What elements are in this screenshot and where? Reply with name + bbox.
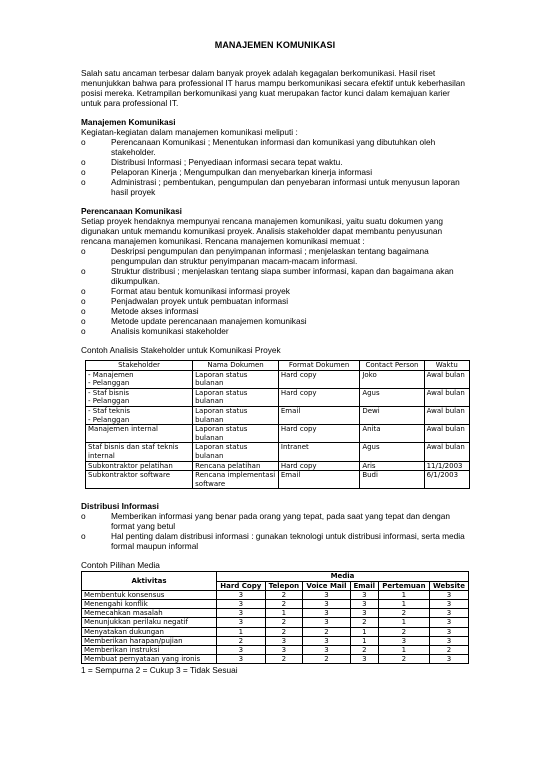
table-cell: Laporan status bulanan (193, 406, 279, 424)
rating-cell: 3 (429, 590, 468, 599)
rating-cell: 3 (217, 590, 266, 599)
rating-cell: 3 (217, 655, 266, 664)
rating-cell: 1 (217, 627, 266, 636)
intro-paragraph: Salah satu ancaman terbesar dalam banyak proyek adalah kegagalan berkomunikasi. Hasil riset menunjukkan bahwa para professional IT harus mampu berkomunikasi secara efektif untuk keberhasilan posisi mereka. Ketrampilan berkomunikasi yang kuat merupakan factor kunci dalam kemajuan karier untuk para professional IT. (81, 68, 466, 108)
rating-legend: 1 = Sempurna 2 = Cukup 3 = Tidak Sesuai (81, 665, 238, 676)
rating-cell: 2 (378, 655, 429, 664)
media-table (81, 571, 469, 664)
bullet-marker: o (81, 157, 86, 167)
media-table-caption: Contoh Pilihan Media (81, 560, 160, 571)
rating-cell: 1 (378, 618, 429, 627)
document-title: MANAJEMEN KOMUNIKASI (214, 40, 336, 50)
table-cell: Aris (360, 461, 424, 471)
list-item-text: Hal penting dalam distribusi informasi : gunakan teknologi untuk distribusi informasi, serta media formal maupun informal (111, 531, 465, 552)
rating-cell: 2 (265, 618, 303, 627)
rating-cell: 3 (265, 636, 303, 645)
column-header: Stakeholder (86, 361, 193, 371)
column-header: Contact Person (360, 361, 424, 371)
bullet-marker: o (81, 316, 86, 326)
list-item (81, 266, 471, 286)
rating-cell: 3 (350, 609, 378, 618)
table-cell: Hard copy (278, 461, 359, 471)
rating-cell: 3 (303, 599, 351, 608)
table-cell: Email (278, 406, 359, 424)
section-heading-perencanaan: Perencanaan Komunikasi (81, 206, 182, 216)
list-item-text: Distribusi Informasi ; Penyediaan informasi secara tepat waktu. (111, 157, 343, 167)
list-item (81, 511, 471, 531)
table-cell: Manajemen internal (86, 425, 193, 443)
table-row (86, 370, 470, 388)
activity-cell: Memberikan instruksi (82, 645, 217, 654)
stakeholder-table-caption: Contoh Analisis Stakeholder untuk Komunikasi Proyek (81, 345, 281, 355)
list-item-text: Metode akses informasi (111, 306, 199, 316)
list-item (81, 316, 471, 326)
rating-cell: 3 (429, 655, 468, 664)
table-cell: Agus (360, 388, 424, 406)
table-cell: Awal bulan (424, 443, 469, 461)
column-header: Pertemuan (378, 581, 429, 590)
rating-cell: 3 (265, 645, 303, 654)
table-row (86, 425, 470, 443)
table-row (86, 461, 470, 471)
list-item-text: Penjadwalan proyek untuk pembuatan informasi (111, 296, 289, 306)
rating-cell: 2 (217, 636, 266, 645)
list-item-text: Perencanaan Komunikasi ; Menentukan informasi dan komunikasi yang dibutuhkan oleh stakeholder. (111, 137, 436, 157)
table-cell: Joko (360, 370, 424, 388)
column-header: Telepon (265, 581, 303, 590)
rating-cell: 3 (429, 618, 468, 627)
rating-cell: 1 (378, 590, 429, 599)
rating-cell: 3 (217, 609, 266, 618)
table-row (82, 655, 469, 664)
table-row (82, 618, 469, 627)
table-header-row (82, 572, 469, 581)
rating-cell: 3 (350, 599, 378, 608)
list-item-text: Format atau bentuk komunikasi informasi proyek (111, 286, 290, 296)
list-item (81, 137, 471, 157)
bullet-marker: o (81, 286, 86, 296)
table-cell: - Manajemen - Pelanggan (86, 370, 193, 388)
column-header: Email (350, 581, 378, 590)
rating-cell: 1 (378, 599, 429, 608)
rating-cell: 2 (429, 645, 468, 654)
table-cell: Laporan status bulanan (193, 443, 279, 461)
rating-cell: 3 (303, 618, 351, 627)
column-header: Waktu (424, 361, 469, 371)
rating-cell: 3 (217, 645, 266, 654)
list-item (81, 246, 471, 266)
rating-cell: 2 (303, 627, 351, 636)
activity-cell: Menyatakan dukungan (82, 627, 217, 636)
document-body (81, 68, 471, 675)
activity-cell: Menengahi konflik (82, 599, 217, 608)
table-row (82, 590, 469, 599)
table-header-row (86, 361, 470, 371)
bullet-list-activities (81, 137, 471, 197)
bullet-list-distribution (81, 511, 471, 551)
rating-cell: 2 (378, 609, 429, 618)
table-row (86, 443, 470, 461)
rating-cell: 3 (429, 609, 468, 618)
rating-cell: 2 (265, 655, 303, 664)
table-row (86, 471, 470, 489)
rating-cell: 1 (378, 645, 429, 654)
rating-cell: 3 (303, 636, 351, 645)
rating-cell: 3 (350, 590, 378, 599)
rating-cell: 3 (350, 655, 378, 664)
rating-cell: 2 (265, 590, 303, 599)
table-cell: Subkontraktor software (86, 471, 193, 489)
table-row (86, 388, 470, 406)
table-cell: Hard copy (278, 370, 359, 388)
table-cell: Subkontraktor pelatihan (86, 461, 193, 471)
stakeholder-table (85, 360, 470, 489)
list-item-text: Struktur distribusi ; menjelaskan tentang siapa sumber informasi, kapan dan bagaimana akan dikumpulkan. (111, 266, 454, 286)
table-cell: Email (278, 471, 359, 489)
rating-cell: 2 (265, 599, 303, 608)
bullet-marker: o (81, 296, 86, 306)
list-item-text: Administrasi ; pembentukan, pengumpulan dan penyebaran informasi untuk menyusun laporan hasil proyek (111, 177, 460, 197)
section-heading-manajemen: Manajemen Komunikasi (81, 117, 176, 127)
bullet-list-plan (81, 246, 471, 336)
list-item (81, 167, 471, 177)
activity-cell: Menunjukkan perilaku negatif (82, 618, 217, 627)
table-cell: Hard copy (278, 388, 359, 406)
rating-cell: 3 (217, 618, 266, 627)
header-aktivitas: Aktivitas (82, 572, 217, 590)
bullet-marker: o (81, 246, 86, 256)
bullet-marker: o (81, 266, 86, 276)
table-cell: 6/1/2003 (424, 471, 469, 489)
rating-cell: 3 (303, 645, 351, 654)
table-cell: Rencana pelatihan (193, 461, 279, 471)
rating-cell: 3 (378, 636, 429, 645)
table-cell: - Staf bisnis - Pelanggan (86, 388, 193, 406)
table-row (82, 645, 469, 654)
list-item (81, 531, 471, 551)
table-cell: 11/1/2003 (424, 461, 469, 471)
rating-cell: 3 (303, 590, 351, 599)
bullet-marker: o (81, 137, 86, 147)
table-cell: Hard copy (278, 425, 359, 443)
bullet-marker: o (81, 167, 86, 177)
rating-cell: 1 (265, 609, 303, 618)
table-row (86, 406, 470, 424)
column-header: Website (429, 581, 468, 590)
bullet-marker: o (81, 326, 86, 336)
list-item (81, 286, 471, 296)
table-cell: Intranet (278, 443, 359, 461)
activity-cell: Membentuk konsensus (82, 590, 217, 599)
column-header: Format Dokumen (278, 361, 359, 371)
column-header: Voice Mail (303, 581, 351, 590)
activity-cell: Memberikan harapan/pujian (82, 636, 217, 645)
list-item-text: Memberikan informasi yang benar pada orang yang tepat, pada saat yang tepat dan dengan format yang betul (111, 511, 451, 532)
table-cell: Laporan status bulanan (193, 370, 279, 388)
list-item-text: Pelaporan Kinerja ; Mengumpulkan dan menyebarkan kinerja informasi (111, 167, 373, 177)
table-cell: Awal bulan (424, 388, 469, 406)
table-cell: Awal bulan (424, 425, 469, 443)
list-item-text: Analisis komunikasi stakeholder (111, 326, 229, 336)
rating-cell: 3 (429, 599, 468, 608)
list-item (81, 326, 471, 336)
table-row (82, 599, 469, 608)
table-cell: Awal bulan (424, 370, 469, 388)
bullet-marker: o (81, 306, 86, 316)
rating-cell: 2 (378, 627, 429, 636)
list-item (81, 296, 471, 306)
table-row (82, 609, 469, 618)
column-header: Hard Copy (217, 581, 266, 590)
table-cell: Agus (360, 443, 424, 461)
table-cell: Staf bisnis dan staf teknis internal (86, 443, 193, 461)
rating-cell: 2 (350, 645, 378, 654)
rating-cell: 3 (303, 609, 351, 618)
table-cell: Budi (360, 471, 424, 489)
activity-cell: Memecahkan masalah (82, 609, 217, 618)
rating-cell: 2 (265, 627, 303, 636)
list-item (81, 157, 471, 167)
section-lead: Kegiatan-kegiatan dalam manajemen komunikasi meliputi : (81, 127, 298, 137)
section-heading-distribusi: Distribusi Informasi (81, 501, 159, 512)
table-cell: Laporan status bulanan (193, 388, 279, 406)
table-cell: - Staf teknis - Pelanggan (86, 406, 193, 424)
list-item-text: Deskripsi pengumpulan dan penyimpanan informasi ; menjelaskan tentang bagaimana pengumpulan dan struktur penyimpanan macam-macam informasi. (111, 246, 429, 266)
bullet-marker: o (81, 511, 86, 522)
table-cell: Rencana implementasi software (193, 471, 279, 489)
list-item (81, 306, 471, 316)
rating-cell: 1 (350, 627, 378, 636)
rating-cell: 3 (429, 627, 468, 636)
table-cell: Awal bulan (424, 406, 469, 424)
list-item-text: Metode update perencanaan manajemen komunikasi (111, 316, 307, 326)
table-row (82, 627, 469, 636)
table-cell: Anita (360, 425, 424, 443)
header-media: Media (217, 572, 469, 581)
bullet-marker: o (81, 531, 86, 542)
activity-cell: Membuat pernyataan yang ironis (82, 655, 217, 664)
list-item (81, 177, 471, 197)
rating-cell: 3 (429, 636, 468, 645)
table-cell: Dewi (360, 406, 424, 424)
rating-cell: 1 (350, 636, 378, 645)
section-lead: Setiap proyek hendaknya mempunyai rencana manajemen komunikasi, yaitu suatu dokumen yang digunakan untuk memandu komunikasi proyek. Analisis stakeholder dapat membantu penyusunan rencana manajemen komunikasi. Rencana manajemen komunikasi memuat : (81, 216, 444, 246)
rating-cell: 2 (350, 618, 378, 627)
rating-cell: 3 (217, 599, 266, 608)
table-cell: Laporan status bulanan (193, 425, 279, 443)
rating-cell: 2 (303, 655, 351, 664)
bullet-marker: o (81, 177, 86, 187)
column-header: Nama Dokumen (193, 361, 279, 371)
table-row (82, 636, 469, 645)
